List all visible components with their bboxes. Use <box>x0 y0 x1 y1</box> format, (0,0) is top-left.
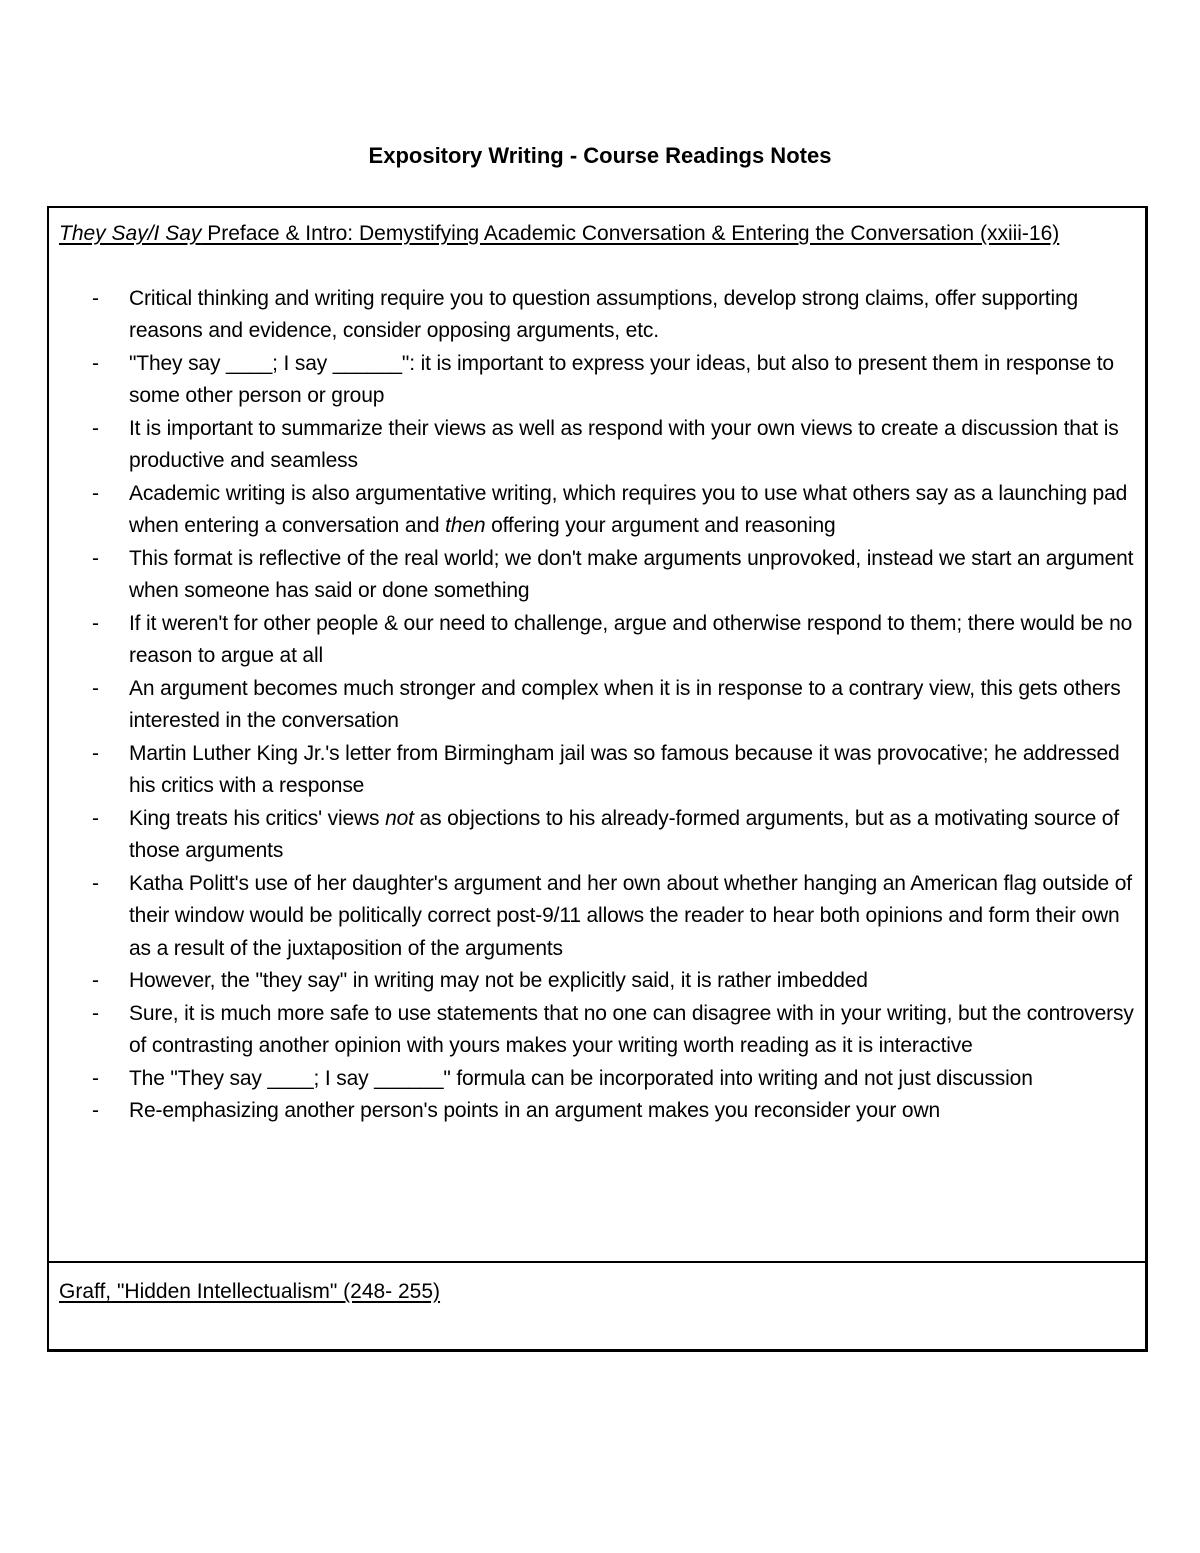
dash-bullet-icon: - <box>92 1099 99 1122</box>
reading-heading <box>59 218 1135 251</box>
note-text: This format is reflective of the real world; we don't make arguments unprovoked, instead we start an argument when someone has said or done something <box>129 546 1134 602</box>
readings-notes-table <box>47 206 1148 1352</box>
dash-bullet-icon: - <box>92 1001 99 1025</box>
note-item <box>59 283 1135 348</box>
note-item <box>59 543 1135 608</box>
note-text-start: King treats his critics' views <box>129 806 386 830</box>
note-item <box>59 413 1135 478</box>
note-text: Sure, it is much more safe to use statements that no one can disagree with in your writing, but the controversy of contrasting another opinion with yours makes your writing worth reading as it is interactive <box>129 1001 1134 1057</box>
note-item <box>59 1095 1135 1128</box>
note-item <box>59 868 1135 966</box>
note-item <box>59 1063 1135 1096</box>
note-item <box>59 998 1135 1063</box>
dash-bullet-icon: - <box>92 969 99 992</box>
note-text: An argument becomes much stronger and complex when it is in response to a contrary view, this gets others interested in the conversation <box>129 676 1121 732</box>
note-item <box>59 803 1135 868</box>
note-item <box>59 348 1135 413</box>
reading-cell-hidden-intellectualism <box>49 1263 1145 1349</box>
note-item <box>59 738 1135 803</box>
dash-bullet-icon: - <box>92 611 99 635</box>
dash-bullet-icon: - <box>92 351 99 375</box>
note-text: Martin Luther King Jr.'s letter from Birmingham jail was so famous because it was provocative; he addressed his critics with a response <box>129 741 1120 797</box>
document-title: Expository Writing - Course Readings Notes <box>368 143 832 168</box>
dash-bullet-icon: - <box>92 416 99 440</box>
note-text: However, the "they say" in writing may not be explicitly said, it is rather imbedded <box>129 969 868 992</box>
dash-bullet-icon: - <box>92 481 99 505</box>
note-text-end: offering your argument and reasoning <box>485 514 836 537</box>
reading-book-title: They Say/I Say <box>59 222 202 245</box>
note-text: If it weren't for other people & our need to challenge, argue and otherwise respond to them; there would be no reason to argue at all <box>129 611 1133 667</box>
note-item <box>59 965 1135 998</box>
reading-cell-they-say-i-say <box>49 208 1145 1263</box>
dash-bullet-icon: - <box>92 741 99 765</box>
note-text-start: Academic writing is also argumentative writing, which requires you to use what others say as a launching pad when entering a conversation and <box>129 481 1128 537</box>
dash-bullet-icon: - <box>92 871 99 895</box>
note-item <box>59 478 1135 543</box>
dash-bullet-icon: - <box>92 286 99 310</box>
note-text-end: as objections to his already-formed arguments, but as a motivating source of those arguments <box>129 806 1120 862</box>
reading-section-description: Preface & Intro: Demystifying Academic Conversation & Entering the Conversation (xxiii-16) <box>201 222 1060 245</box>
note-item <box>59 608 1135 673</box>
note-emphasis: then <box>445 514 486 537</box>
dash-bullet-icon: - <box>92 676 99 700</box>
note-emphasis: not <box>385 806 414 830</box>
note-text: Critical thinking and writing require you to question assumptions, develop strong claims, offer supporting reasons and evidence, consider opposing arguments, etc. <box>129 286 1079 342</box>
note-text: Katha Politt's use of her daughter's argument and her own about whether hanging an American flag outside of their window would be politically correct post-9/11 allows the reader to hear both opinions and form their own as a result of the juxtaposition of the arguments <box>129 871 1132 960</box>
notes-list <box>59 283 1135 1128</box>
dash-bullet-icon: - <box>92 1066 99 1090</box>
note-text: "They say ____; I say ______": it is important to express your ideas, but also to present them in response to some other person or group <box>129 351 1114 407</box>
note-text: Re-emphasizing another person's points in an argument makes you reconsider your own <box>129 1099 941 1122</box>
note-text: The "They say ____; I say ______" formula can be incorporated into writing and not just discussion <box>129 1066 1033 1090</box>
reading-heading: Graff, "Hidden Intellectualism" (248- 255) <box>59 1280 441 1303</box>
dash-bullet-icon: - <box>92 546 99 570</box>
note-item <box>59 673 1135 738</box>
note-text: It is important to summarize their views as well as respond with your own views to create a discussion that is productive and seamless <box>129 416 1119 472</box>
dash-bullet-icon: - <box>92 806 99 830</box>
